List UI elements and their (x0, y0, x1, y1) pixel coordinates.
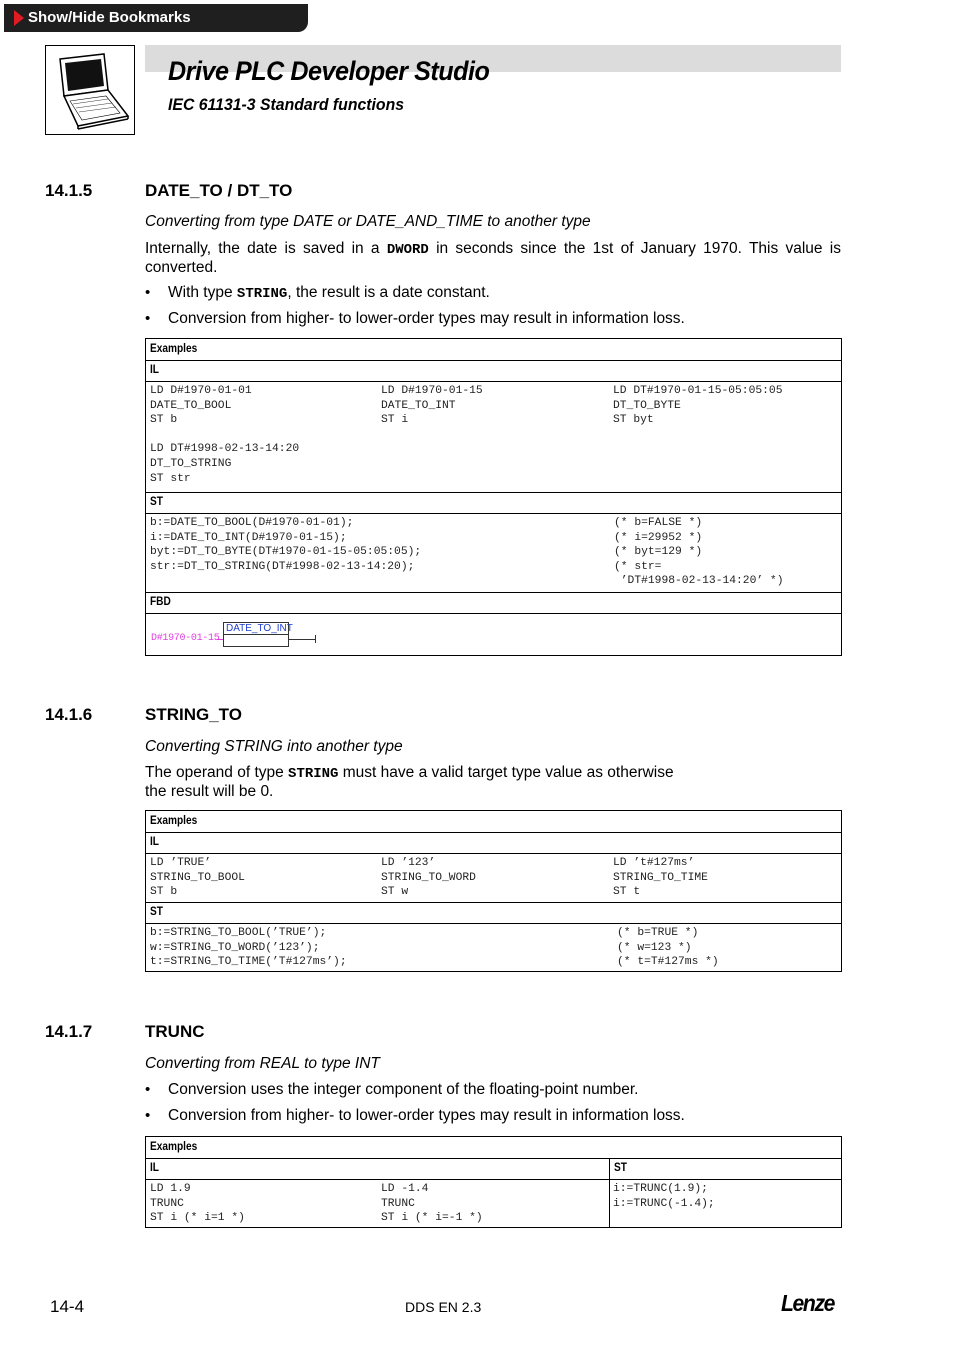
fbd-output-line (289, 639, 315, 640)
section-title: DATE_TO / DT_TO (145, 181, 293, 200)
bullet-icon: • (145, 310, 151, 327)
examples-table (145, 1136, 842, 1228)
fbd-diagram (151, 622, 321, 652)
il-code-col1: LD D#1970-01-01 DATE_TO_BOOL ST b LD DT#1998-02-13-14:20 DT_TO_STRING ST str (150, 385, 300, 485)
section-paragraph: The operand of type STRING must have a valid target type value as otherwise the result will be 0. (145, 764, 674, 800)
examples-header: Examples (150, 1141, 198, 1153)
il-code-col2: LD ’123’ STRING_TO_WORD ST w (381, 857, 476, 899)
section-title: STRING_TO (145, 705, 242, 724)
st-header: ST (150, 906, 163, 918)
bullet-icon: • (145, 1107, 151, 1124)
st-header: ST (614, 1162, 627, 1174)
il-code-col1: LD 1.9 TRUNC ST i (* i=1 *) (150, 1183, 245, 1225)
bookmark-arrow-icon (14, 10, 24, 26)
examples-header: Examples (150, 343, 198, 355)
section-title: TRUNC (145, 1022, 205, 1041)
section-number: 14.1.6 (45, 705, 93, 724)
section-number: 14.1.7 (45, 1022, 93, 1041)
document-subtitle: IEC 61131-3 Standard functions (168, 95, 405, 114)
fbd-input-label: D#1970-01-15 (151, 633, 220, 644)
examples-table (145, 338, 842, 656)
bullet-icon: • (145, 1081, 151, 1098)
lenze-logo: Lenze (781, 1290, 835, 1316)
examples-header: Examples (150, 815, 198, 827)
section-paragraph: Internally, the date is saved in a DWORD in seconds since the 1st of January 1970. This value is converted. (145, 240, 842, 276)
document-reference: DDS EN 2.3 (405, 1299, 482, 1315)
il-header: IL (150, 836, 160, 848)
bookmark-label: Show/Hide Bookmarks (28, 9, 191, 26)
il-code-col3: LD DT#1970-01-15-05:05:05 DT_TO_BYTE ST byt (613, 385, 783, 427)
examples-table (145, 810, 842, 972)
laptop-logo-icon (45, 45, 135, 135)
fbd-block-label: DATE_TO_INT (226, 623, 293, 634)
st-code: b:=DATE_TO_BOOL(D#1970-01-01); i:=DATE_TO_INT(D#1970-01-15); byt:=DT_TO_BYTE(DT#1970-01-15-05:05:05); str:=DT_TO_STRING(DT#1998-02-13-14:20); (150, 517, 422, 573)
il-code-col2: LD -1.4 TRUNC ST i (* i=-1 *) (381, 1183, 483, 1225)
st-header: ST (150, 496, 163, 508)
fbd-block (223, 622, 293, 647)
document-title: Drive PLC Developer Studio (168, 56, 490, 86)
il-header: IL (150, 364, 160, 376)
fbd-output-tick (315, 635, 316, 643)
bullet-item: Conversion from higher- to lower-order types may result in information loss. (168, 1107, 685, 1124)
st-comments: (* b=TRUE *) (* w=123 *) (* t=T#127ms *) (617, 927, 719, 969)
bullet-icon: • (145, 284, 151, 301)
il-code-col3: LD ’t#127ms’ STRING_TO_TIME ST t (613, 857, 708, 899)
page-number: 14-4 (50, 1297, 85, 1316)
st-code: b:=STRING_TO_BOOL(’TRUE’); w:=STRING_TO_WORD(’123’); t:=STRING_TO_TIME(’T#127ms’); (150, 927, 347, 969)
section-number: 14.1.5 (45, 181, 93, 200)
il-code-col2: LD D#1970-01-15 DATE_TO_INT ST i (381, 385, 483, 427)
section-description: Converting from type DATE or DATE_AND_TIME to another type (145, 213, 591, 230)
il-header: IL (150, 1162, 160, 1174)
bullet-item: Conversion uses the integer component of the floating-point number. (168, 1081, 639, 1098)
st-comments: (* b=FALSE *) (* i=29952 *) (* byt=129 *) (* str= ’DT#1998-02-13-14:20’ *) (614, 517, 784, 588)
bullet-item: Conversion from higher- to lower-order types may result in information loss. (168, 310, 685, 327)
il-code-col1: LD ’TRUE’ STRING_TO_BOOL ST b (150, 857, 245, 899)
st-code: i:=TRUNC(1.9); i:=TRUNC(-1.4); (613, 1183, 715, 1210)
bullet-item: With type STRING, the result is a date constant. (168, 284, 490, 302)
fbd-header: FBD (150, 596, 171, 608)
section-description: Converting from REAL to type INT (145, 1055, 380, 1072)
section-description: Converting STRING into another type (145, 738, 403, 755)
show-hide-bookmarks-button[interactable] (4, 4, 308, 32)
